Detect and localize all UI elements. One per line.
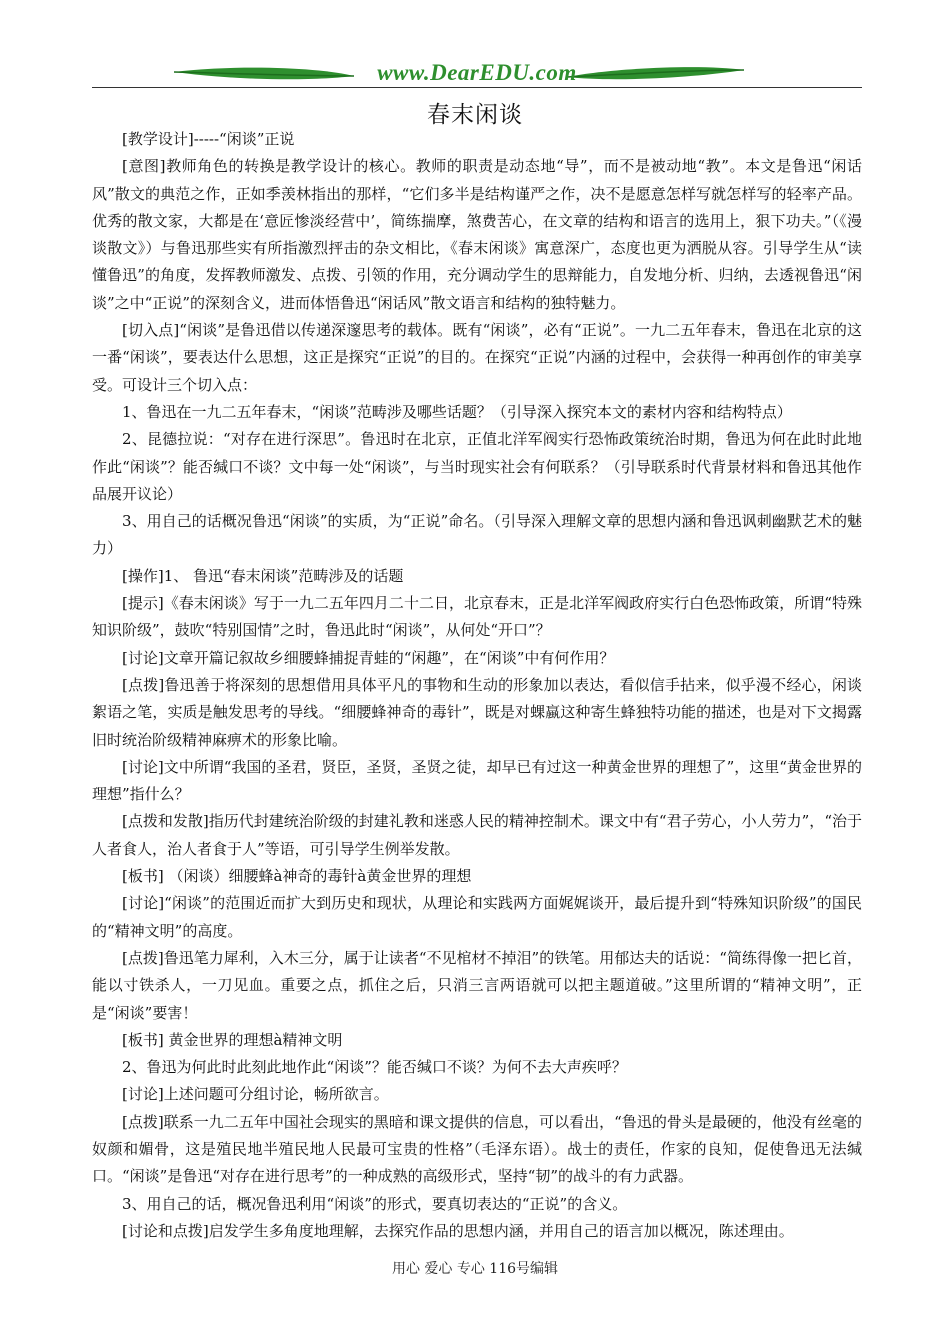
paragraph: [点拨]联系一九二五年中国社会现实的黑暗和课文提供的信息，可以看出，“鲁迅的骨头是最硬的，他没有丝毫的奴颜和媚骨，这是殖民地半殖民地人民最可宝贵的性格”（毛泽东语）。战士的责任，作家的良知，促使鲁迅无法缄口。“闲谈”是鲁迅“对存在进行思考”的一种成熟的高级形式，坚持“韧”的战斗的有力武器。 [92, 1112, 862, 1186]
paragraph: 1、鲁迅在一九二五年春末，“闲谈”范畴涉及哪些话题？（引导深入探究本文的素材内容和结构特点） [122, 402, 792, 421]
paragraph: 2、鲁迅为何此时此刻此地作此“闲谈”？能否缄口不谈？为何不去大声疾呼？ [122, 1058, 627, 1077]
paragraph: [讨论]文中所谓“我国的圣君，贤臣，圣贤，圣贤之徒，却早已有过这一种黄金世界的理想了”，这里“黄金世界的理想”指什么？ [92, 757, 862, 804]
paragraph: 3、用自己的话，概况鲁迅利用“闲谈”的形式，要真切表达的“正说”的含义。 [122, 1194, 628, 1213]
site-logo-text: www.DearEDU.com [377, 60, 577, 85]
page-footer: 用心 爱心 专心 116号编辑 [391, 1261, 559, 1277]
page-title: 春末闲谈 [427, 102, 523, 128]
paragraph: [点拨和发散]指历代封建统治阶级的封建礼教和迷惑人民的精神控制术。课文中有“君子劳心，小人劳力”，“治于人者食人，治人者食于人”等语，可引导学生例举发散。 [92, 812, 862, 858]
paragraph: [提示]《春末闲谈》写于一九二五年四月二十二日，北京春末，正是北洋军阀政府实行白色恐怖政策，所谓“特殊知识阶级”，鼓吹“特别国情”之时，鲁迅此时“闲谈”，从何处“开口”？ [92, 594, 862, 640]
paragraph: [点拨]鲁迅笔力犀利，入木三分，属于让读者“不见棺材不掉泪”的铁笔。用郁达夫的话说：“简练得像一把匕首，能以寸铁杀人，一刀见血。重要之点，抓住之后，只消三言两语就可以把主题道破。”这里所谓的“精神文明”，正是“闲谈”要害！ [92, 948, 862, 1022]
paragraph: [切入点]“闲谈”是鲁迅借以传递深邃思考的载体。既有“闲谈”，必有“正说”。一九二五年春末，鲁迅在北京的这一番“闲谈”，要表达什么思想，这正是探究“正说”的目的。在探究“正说”内涵的过程中，会获得一种再创作的审美享受。可设计三个切入点： [92, 321, 862, 394]
paragraph: [点拨]鲁迅善于将深刻的思想借用具体平凡的事物和生动的形象加以表达，看似信手拈来，似乎漫不经心，闲谈絮语之笔，实质是触发思考的导线。“细腰蜂神奇的毒针”，既是对蜾蠃这种寄生蜂独特功能的描述，也是对下文揭露旧时统治阶级精神麻痹术的形象比喻。 [92, 675, 862, 749]
paragraph: [意图]教师角色的转换是教学设计的核心。教师的职责是动态地“导”，而不是被动地“教”。本文是鲁迅“闲话风”散文的典范之作，正如季羡林指出的那样，“它们多半是结构谨严之作，决不是愿意怎样写就怎样写的轻率产品。优秀的散文家，大都是在‘意匠惨淡经营中’，简练揣摩，煞费苦心，在文章的结构和语言的选用上，狠下功夫。”（《漫谈散文》）与鲁迅那些实有所指激烈抨击的杂文相比，《春末闲谈》寓意深广，态度也更为洒脱从容。引导学生从“读懂鲁迅”的角度，发挥教师激发、点拨、引领的作用，充分调动学生的思辩能力，自发地分析、归纳，去透视鲁迅“闲谈”之中“正说”的深刻含义，进而体悟鲁迅“闲话风”散文语言和结构的独特魅力。 [92, 157, 862, 312]
paragraph: [讨论]上述问题可分组讨论，畅所欲言。 [122, 1085, 389, 1104]
paragraph: 2、昆德拉说：“对存在进行深思”。鲁迅时在北京，正值北洋军阀实行恐怖政策统治时期，鲁迅为何在此时此地作此“闲谈”？能否缄口不谈？文中每一处“闲谈”，与当时现实社会有何联系？（引导联系时代背景材料和鲁迅其他作品展开议论） [92, 430, 862, 503]
paragraph: [操作]1、 鲁迅“春末闲谈”范畴涉及的话题 [122, 566, 404, 585]
paragraph: [讨论]“闲谈”的范围近而扩大到历史和现状，从理论和实践两方面娓娓谈开，最后提升到“特殊知识阶级”的国民的“精神文明”的高度。 [92, 894, 862, 940]
paragraph: [板书] （闲谈）细腰蜂à神奇的毒针à黄金世界的理想 [122, 867, 472, 886]
paragraph: [教学设计]-----“闲谈”正说 [122, 130, 295, 148]
paragraph: [讨论]文章开篇记叙故乡细腰蜂捕捉青蛙的“闲趣”，在“闲谈”中有何作用？ [122, 648, 615, 667]
article-body [92, 126, 862, 1245]
header-rule [92, 87, 862, 88]
paragraph: 3、用自己的话概况鲁迅“闲谈”的实质，为“正说”命名。（引导深入理解文章的思想内涵和鲁迅讽刺幽默艺术的魅力） [92, 512, 862, 558]
paragraph: [板书] 黄金世界的理想à精神文明 [122, 1030, 343, 1049]
paragraph: [讨论和点拨]启发学生多角度地理解，去探究作品的思想内涵，并用自己的语言加以概况，陈述理由。 [122, 1221, 794, 1240]
